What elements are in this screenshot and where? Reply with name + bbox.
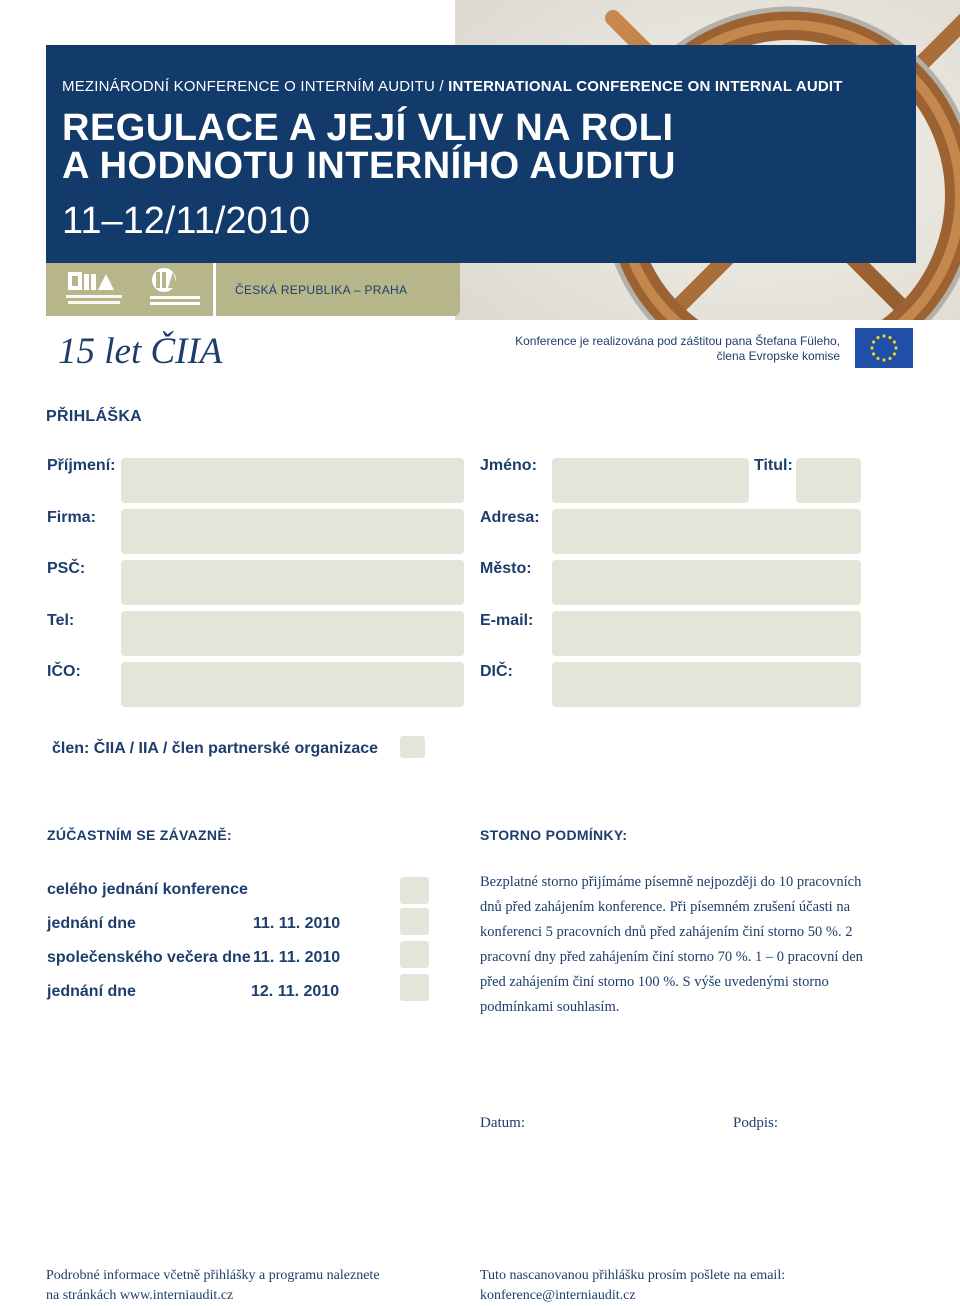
address-label: Adresa:	[480, 509, 540, 526]
title-label: Titul:	[754, 457, 793, 474]
subtitle-en: INTERNATIONAL CONFERENCE ON INTERNAL AUDIT	[448, 78, 843, 95]
conference-title-line1: REGULACE A JEJÍ VLIV NA ROLI	[62, 107, 674, 149]
surname-field[interactable]	[121, 458, 464, 503]
footer-info-line2	[46, 1286, 380, 1306]
email-link[interactable]: konference@interniaudit.cz	[480, 1288, 636, 1303]
vat-id-label: DIČ:	[480, 663, 513, 680]
anniversary-slogan: 15 let ČIIA	[58, 331, 223, 372]
title-field[interactable]	[796, 458, 861, 503]
cancellation-title: STORNO PODMÍNKY:	[480, 827, 628, 843]
membership-checkbox[interactable]	[400, 736, 425, 758]
postcode-field[interactable]	[121, 560, 464, 605]
form-title: PŘIHLÁŠKA	[46, 408, 143, 425]
website-link[interactable]: www.interniaudit.cz	[119, 1288, 234, 1303]
attendance-full-checkbox[interactable]	[400, 877, 429, 904]
attendance-title: ZÚČASTNÍM SE ZÁVAZNĚ:	[47, 827, 232, 843]
cancellation-terms: Bezplatné storno přijímáme písemně nejpozději do 10 pracovních dnů před zahájením konference. Při písemném zrušení účasti na konferenci 5 pracovních dnů před zahájením činí storno 50 %. 2 pracovní dny před zahájením činí storno 70 %. 1 – 0 pracovní den před zahájením činí storno 100 %. S výše uvedenými storno podmínkami souhlasím.	[480, 874, 863, 1015]
attendance-evening-label: společenského večera dne	[47, 949, 251, 966]
attendance-day1-label: jednání dne	[47, 915, 136, 932]
postcode-label: PSČ:	[47, 560, 86, 577]
phone-label: Tel:	[47, 612, 75, 629]
company-id-label: IČO:	[47, 663, 81, 680]
subtitle-separator: /	[435, 78, 449, 95]
patronage-line1: Konference je realizována pod záštitou pana Štefana Füleho,	[515, 334, 840, 348]
membership-label: člen: ČIIA / IIA / člen partnerské organizace	[52, 740, 379, 757]
footer-contact-line1: Tuto nascanovanou přihlášku prosím pošlete na email:	[480, 1268, 786, 1283]
date-label: Datum:	[480, 1115, 525, 1131]
ciia-logo	[64, 268, 124, 310]
address-field[interactable]	[552, 509, 861, 554]
conference-date: 11–12/11/2010	[62, 200, 310, 242]
footer-contact	[480, 1266, 785, 1306]
signature-label: Podpis:	[733, 1115, 779, 1131]
attendance-day1-date: 11. 11. 2010	[253, 915, 341, 932]
subtitle-cz: MEZINÁRODNÍ KONFERENCE O INTERNÍM AUDITU	[62, 78, 436, 95]
eu-flag-icon	[855, 328, 913, 368]
footer-info-prefix: na stránkách	[46, 1288, 120, 1303]
attendance-day2-label: jednání dne	[47, 983, 136, 1000]
company-label: Firma:	[47, 509, 96, 526]
conference-title-line2: A HODNOTU INTERNÍHO AUDITU	[62, 145, 676, 187]
company-id-field[interactable]	[121, 662, 464, 707]
first-name-field[interactable]	[552, 458, 749, 503]
attendance-day1-checkbox[interactable]	[400, 908, 429, 935]
patronage-line2: člena Evropske komise	[716, 349, 840, 363]
first-name-label: Jméno:	[480, 457, 537, 474]
conference-location: ČESKÁ REPUBLIKA – PRAHA	[235, 283, 408, 297]
logo-divider	[213, 263, 216, 316]
attendance-day2-date: 12. 11. 2010	[251, 983, 340, 1000]
phone-field[interactable]	[121, 611, 464, 656]
attendance-evening-date: 11. 11. 2010	[253, 949, 341, 966]
surname-label: Příjmení:	[47, 457, 116, 474]
vat-id-field[interactable]	[552, 662, 861, 707]
email-field[interactable]	[552, 611, 861, 656]
footer-info	[46, 1266, 380, 1306]
city-label: Město:	[480, 560, 532, 577]
footer-info-line1: Podrobné informace včetně přihlášky a programu naleznete	[46, 1268, 380, 1283]
attendance-evening-checkbox[interactable]	[400, 941, 429, 968]
email-label: E-mail:	[480, 612, 534, 629]
city-field[interactable]	[552, 560, 861, 605]
attendance-day2-checkbox[interactable]	[400, 974, 429, 1001]
attendance-full-label: celého jednání konference	[47, 881, 248, 898]
iia-logo	[142, 266, 204, 310]
patronage-note	[440, 334, 840, 364]
conference-subtitle	[62, 78, 843, 95]
company-field[interactable]	[121, 509, 464, 554]
